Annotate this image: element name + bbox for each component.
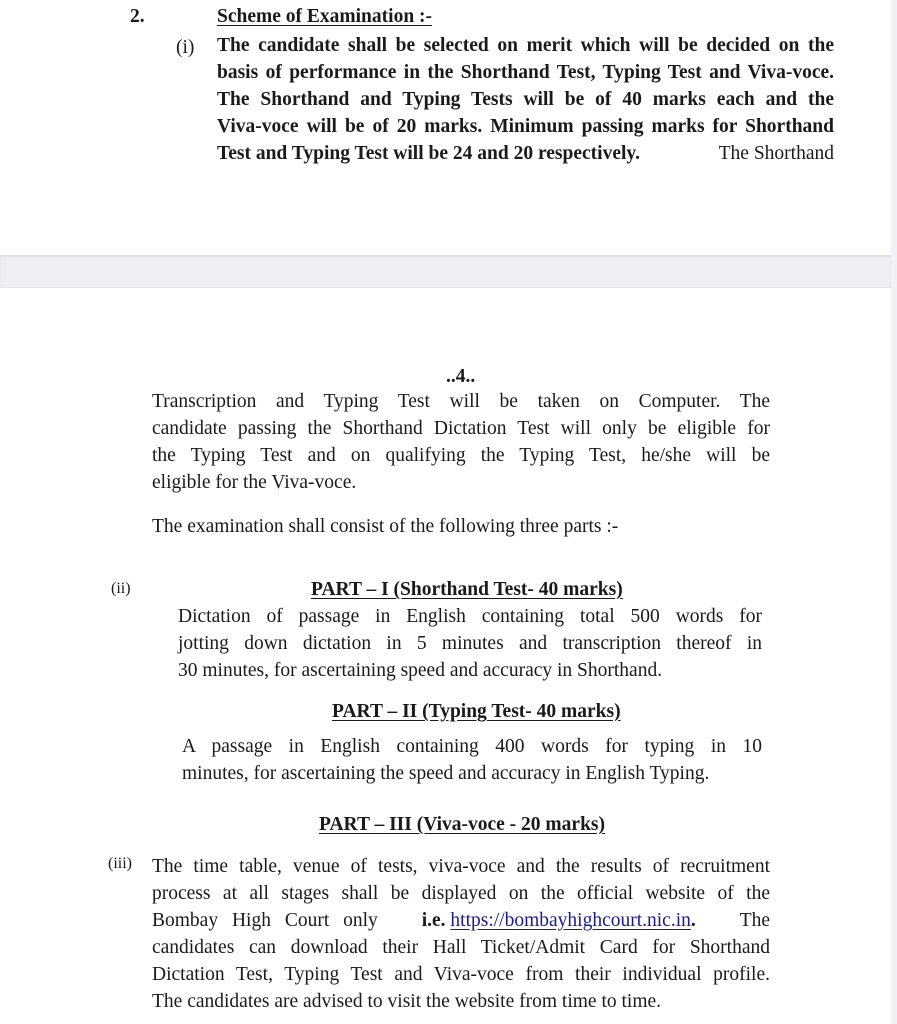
item-iii-text: Bombay High Court only [152,910,378,931]
item-iii-line: The candidates are advised to visit the website from time to time. [152,991,662,1012]
item-iii-line: candidates can download their Hall Ticket/Admit Card for Shorthand [152,937,770,958]
section-number: 2. [130,6,145,27]
document-page-3 [0,0,891,255]
parts-intro: The examination shall consist of the following three parts :- [152,516,619,537]
item-iii-link-line [152,907,770,934]
part-1-line: jotting down dictation in 5 minutes and transcription thereof in [178,633,762,654]
item-i-line: Viva-voce will be of 20 marks. Minimum passing marks for Shorthand [217,116,834,137]
item-iii-line: process at all stages shall be displayed on the official website of the [152,883,770,904]
part-1-heading: PART – I (Shorthand Test- 40 marks) [311,579,623,600]
link-period: . [690,910,696,931]
item-i-line: The Shorthand and Typing Tests will be of 40 marks each and the [217,89,834,110]
item-iii-link-group [422,907,696,934]
page-separator [0,255,891,288]
part-2-line: minutes, for ascertaining the speed and accuracy in English Typing. [182,763,710,784]
item-ii-marker: (ii) [111,580,131,597]
item-i-last-line [217,140,834,167]
item-iii-line: The time table, venue of tests, viva-voce and the results of recruitment [152,856,770,877]
item-i-marker: (i) [176,37,195,58]
item-iii-text: The [739,910,770,931]
document-page-4 [0,288,891,1024]
continuation-line: eligible for the Viva-voce. [152,472,357,493]
item-iii-line: Dictation Test, Typing Test and Viva-voce from their individual profile. [152,964,770,985]
part-2-line: A passage in English containing 400 words for typing in 10 [182,736,762,757]
item-i-bold-text: Test and Typing Test will be 24 and 20 respectively. [217,143,640,164]
section-heading: Scheme of Examination :- [217,6,433,27]
continuation-line: candidate passing the Shorthand Dictation Test will only be eligible for [152,418,770,439]
part-1-line: Dictation of passage in English containing total 500 words for [178,606,762,627]
website-link[interactable]: https://bombayhighcourt.nic.in [450,910,691,931]
ie-label: i.e. [421,910,446,931]
part-2-heading: PART – II (Typing Test- 40 marks) [332,701,621,722]
item-i-regular-text: The Shorthand [718,143,834,164]
scrollbar-track[interactable] [891,0,897,1024]
continuation-line: the Typing Test and on qualifying the Typing Test, he/she will be [152,445,770,466]
continuation-line: Transcription and Typing Test will be taken on Computer. The [152,391,770,412]
part-3-heading: PART – III (Viva-voce - 20 marks) [319,814,606,835]
item-i-line: The candidate shall be selected on merit which will be decided on the [217,35,834,56]
item-iii-marker: (iii) [108,855,132,872]
part-1-line: 30 minutes, for ascertaining speed and accuracy in Shorthand. [178,660,663,681]
item-i-line: basis of performance in the Shorthand Test, Typing Test and Viva-voce. [217,62,834,83]
page-marker: ..4.. [446,366,476,387]
